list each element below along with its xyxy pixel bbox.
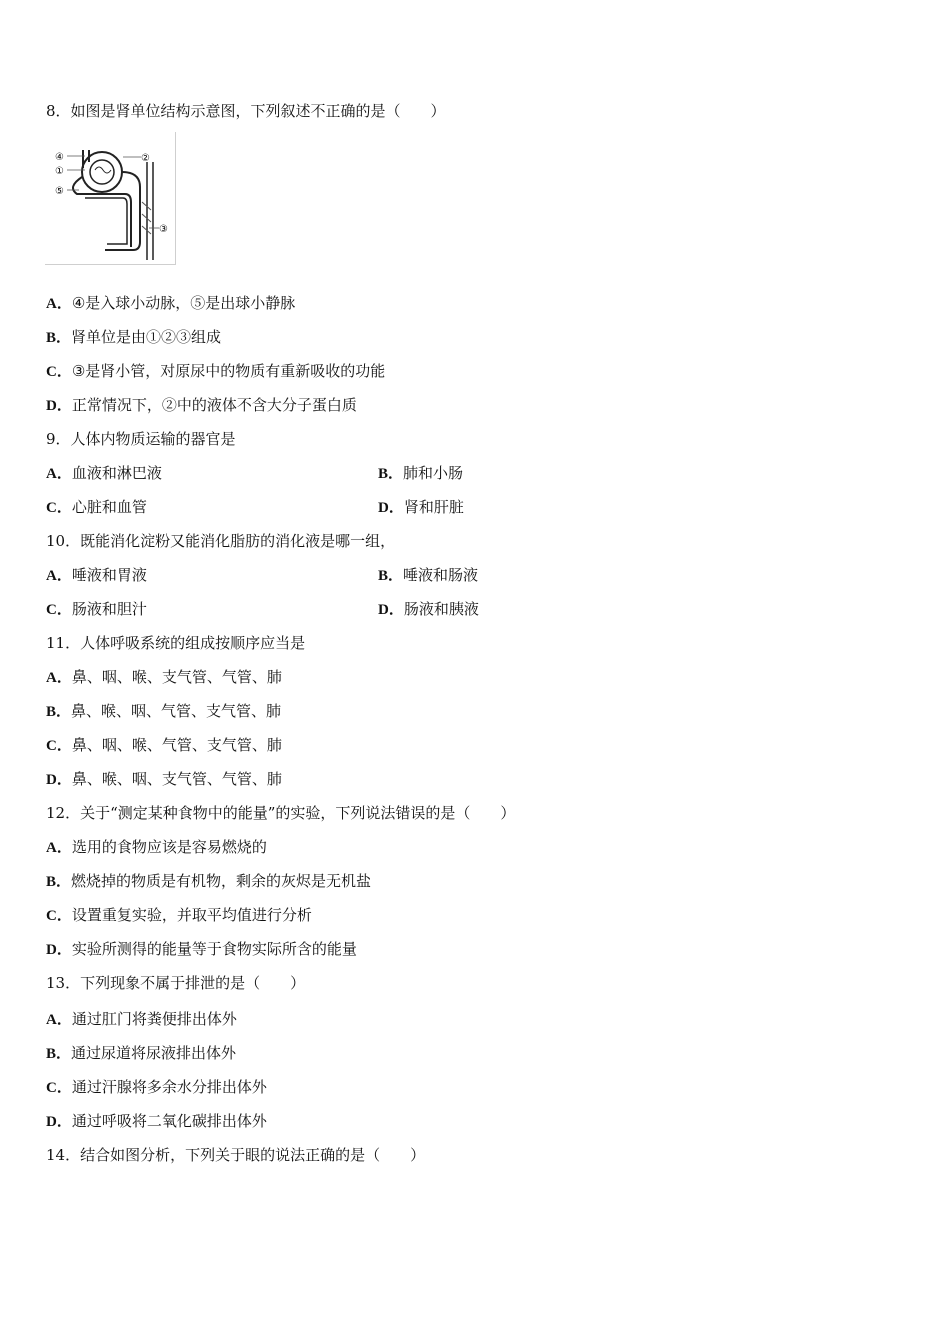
label-4: ④ [55, 152, 64, 163]
label-5: ⑤ [55, 186, 64, 197]
question-9-stem: 9．人体内物质运输的器官是 [46, 430, 236, 448]
label-3: ③ [159, 224, 168, 235]
label-1: ① [55, 166, 64, 177]
label-2: ② [141, 153, 150, 164]
question-9-option-a: A．血液和淋巴液 [46, 464, 162, 482]
kidney-nephron-diagram [45, 132, 176, 265]
question-12-stem: 12．关于“测定某种食物中的能量”的实验，下列说法错误的是（ ） [46, 804, 516, 822]
question-9-option-c: C．心脏和血管 [46, 498, 147, 516]
question-13-stem: 13．下列现象不属于排泄的是（ ） [46, 974, 306, 992]
question-9-option-d: D．肾和肝脏 [378, 498, 464, 516]
question-13-option-d: D．通过呼吸将二氧化碳排出体外 [46, 1112, 267, 1130]
question-10-stem: 10．既能消化淀粉又能消化脂肪的消化液是哪一组， [46, 532, 396, 550]
question-8-option-d: D．正常情况下，②中的液体不含大分子蛋白质 [46, 396, 357, 414]
question-12-option-c: C．设置重复实验，并取平均值进行分析 [46, 906, 312, 924]
question-9-option-b: B．肺和小肠 [378, 464, 464, 482]
question-14-stem: 14．结合如图分析，下列关于眼的说法正确的是（ ） [46, 1146, 426, 1164]
question-11-stem: 11．人体呼吸系统的组成按顺序应当是 [46, 634, 306, 652]
question-11-option-b: B．鼻、喉、咽、气管、支气管、肺 [46, 702, 282, 720]
question-13-option-c: C．通过汗腺将多余水分排出体外 [46, 1078, 267, 1096]
question-12-option-d: D．实验所测得的能量等于食物实际所含的能量 [46, 940, 357, 958]
question-8-option-b: B．肾单位是由①②③组成 [46, 328, 222, 346]
question-8-option-c: C．③是肾小管，对原尿中的物质有重新吸收的功能 [46, 362, 386, 380]
question-10-option-c: C．肠液和胆汁 [46, 600, 147, 618]
question-13-option-a: A．通过肛门将粪便排出体外 [46, 1010, 237, 1028]
question-12-option-b: B．燃烧掉的物质是有机物，剩余的灰烬是无机盐 [46, 872, 372, 890]
question-10-option-d: D．肠液和胰液 [378, 600, 479, 618]
question-8-stem: 8．如图是肾单位结构示意图，下列叙述不正确的是（ ） [46, 102, 446, 120]
question-12-option-a: A．选用的食物应该是容易燃烧的 [46, 838, 267, 856]
question-10-option-b: B．唾液和肠液 [378, 566, 479, 584]
question-11-option-a: A．鼻、咽、喉、支气管、气管、肺 [46, 668, 282, 686]
question-8-option-a: A．④是入球小动脉，⑤是出球小静脉 [46, 294, 296, 312]
question-10-option-a: A．唾液和胃液 [46, 566, 147, 584]
question-11-option-d: D．鼻、喉、咽、支气管、气管、肺 [46, 770, 282, 788]
question-11-option-c: C．鼻、咽、喉、气管、支气管、肺 [46, 736, 282, 754]
question-13-option-b: B．通过尿道将尿液排出体外 [46, 1044, 237, 1062]
